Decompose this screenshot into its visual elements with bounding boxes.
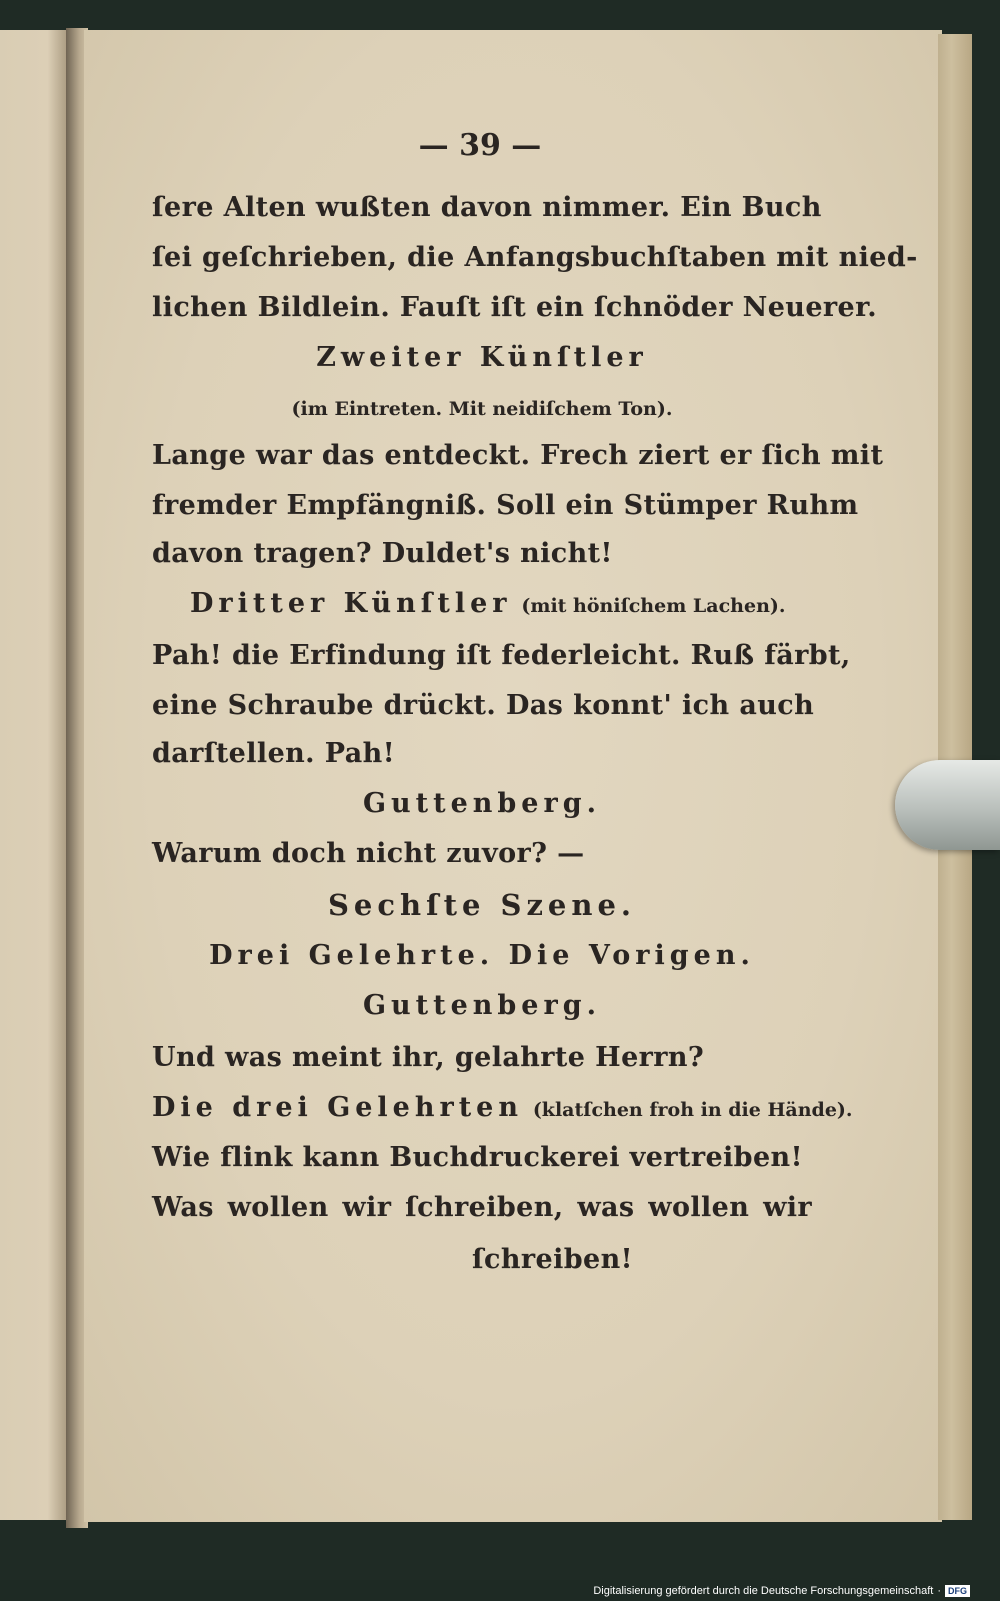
text-line-11: eine Schraube drückt. Das konnt' ich auch (152, 690, 815, 721)
stage-direction-3: (klatſchen froh in die Hände). (532, 1099, 853, 1121)
speaker-line-gelehrte (152, 1092, 853, 1123)
text-line-20: Wie flink kann Buchdruckerei vertreiben! (152, 1142, 803, 1173)
speaker-zweiter-kuenstler: Zweiter Künſtler (316, 342, 648, 373)
credit-text: Digitalisierung gefördert durch die Deutsche Forschungsgemeinschaft (593, 1585, 934, 1597)
scene-cast: Drei Gelehrte. Die Vorigen. (209, 940, 755, 971)
text-line-2: ſei geſchrieben, die Anfangsbuchſtaben mit nied- (152, 242, 918, 273)
text-line-1: ſere Alten wußten davon nimmer. Ein Buch (152, 192, 822, 223)
text-line-14: Warum doch nicht zuvor? — (152, 838, 585, 869)
dfg-logo: DFG (945, 1585, 970, 1597)
text-line-3: lichen Bildlein. Fauſt iſt ein ſchnöder Neuerer. (152, 292, 878, 323)
speaker-die-drei-gelehrten: Die drei Gelehrten (152, 1092, 523, 1123)
text-line-7: fremder Empfängniß. Soll ein Stümper Ruhm (152, 490, 859, 521)
previous-page-edge (0, 30, 68, 1520)
speaker-dritter-kuenstler: Dritter Künſtler (190, 588, 512, 619)
page-number: — 39 — (418, 128, 542, 163)
scene-heading: Sechſte Szene. (327, 888, 637, 922)
speaker-guttenberg-1: Guttenberg. (362, 788, 601, 819)
text-line-12: darſtellen. Pah! (152, 738, 395, 769)
text-line-8: davon tragen? Duldet's nicht! (152, 538, 613, 569)
stage-direction-1: (im Eintreten. Mit neidiſchem Ton). (291, 398, 673, 420)
speaker-line-dritter-kuenstler (190, 588, 790, 619)
page-holder-clip (895, 760, 1000, 850)
text-line-22: ſchreiben! (472, 1244, 633, 1275)
text-line-18: Und was meint ihr, gelahrte Herrn? (152, 1042, 705, 1073)
text-line-6: Lange war das entdeckt. Frech ziert er ſich mit (152, 440, 884, 471)
text-line-21: Was wollen wir ſchreiben, was wollen wir (152, 1192, 812, 1223)
stage-direction-2: (mit höniſchem Lachen). (521, 595, 786, 617)
speaker-guttenberg-2: Guttenberg. (362, 990, 601, 1021)
text-line-10: Pah! die Erfindung iſt federleicht. Ruß färbt, (152, 640, 851, 671)
digitization-credit: Digitalisierung gefördert durch die Deutsche Forschungsgemeinschaft · DFG (593, 1585, 970, 1597)
